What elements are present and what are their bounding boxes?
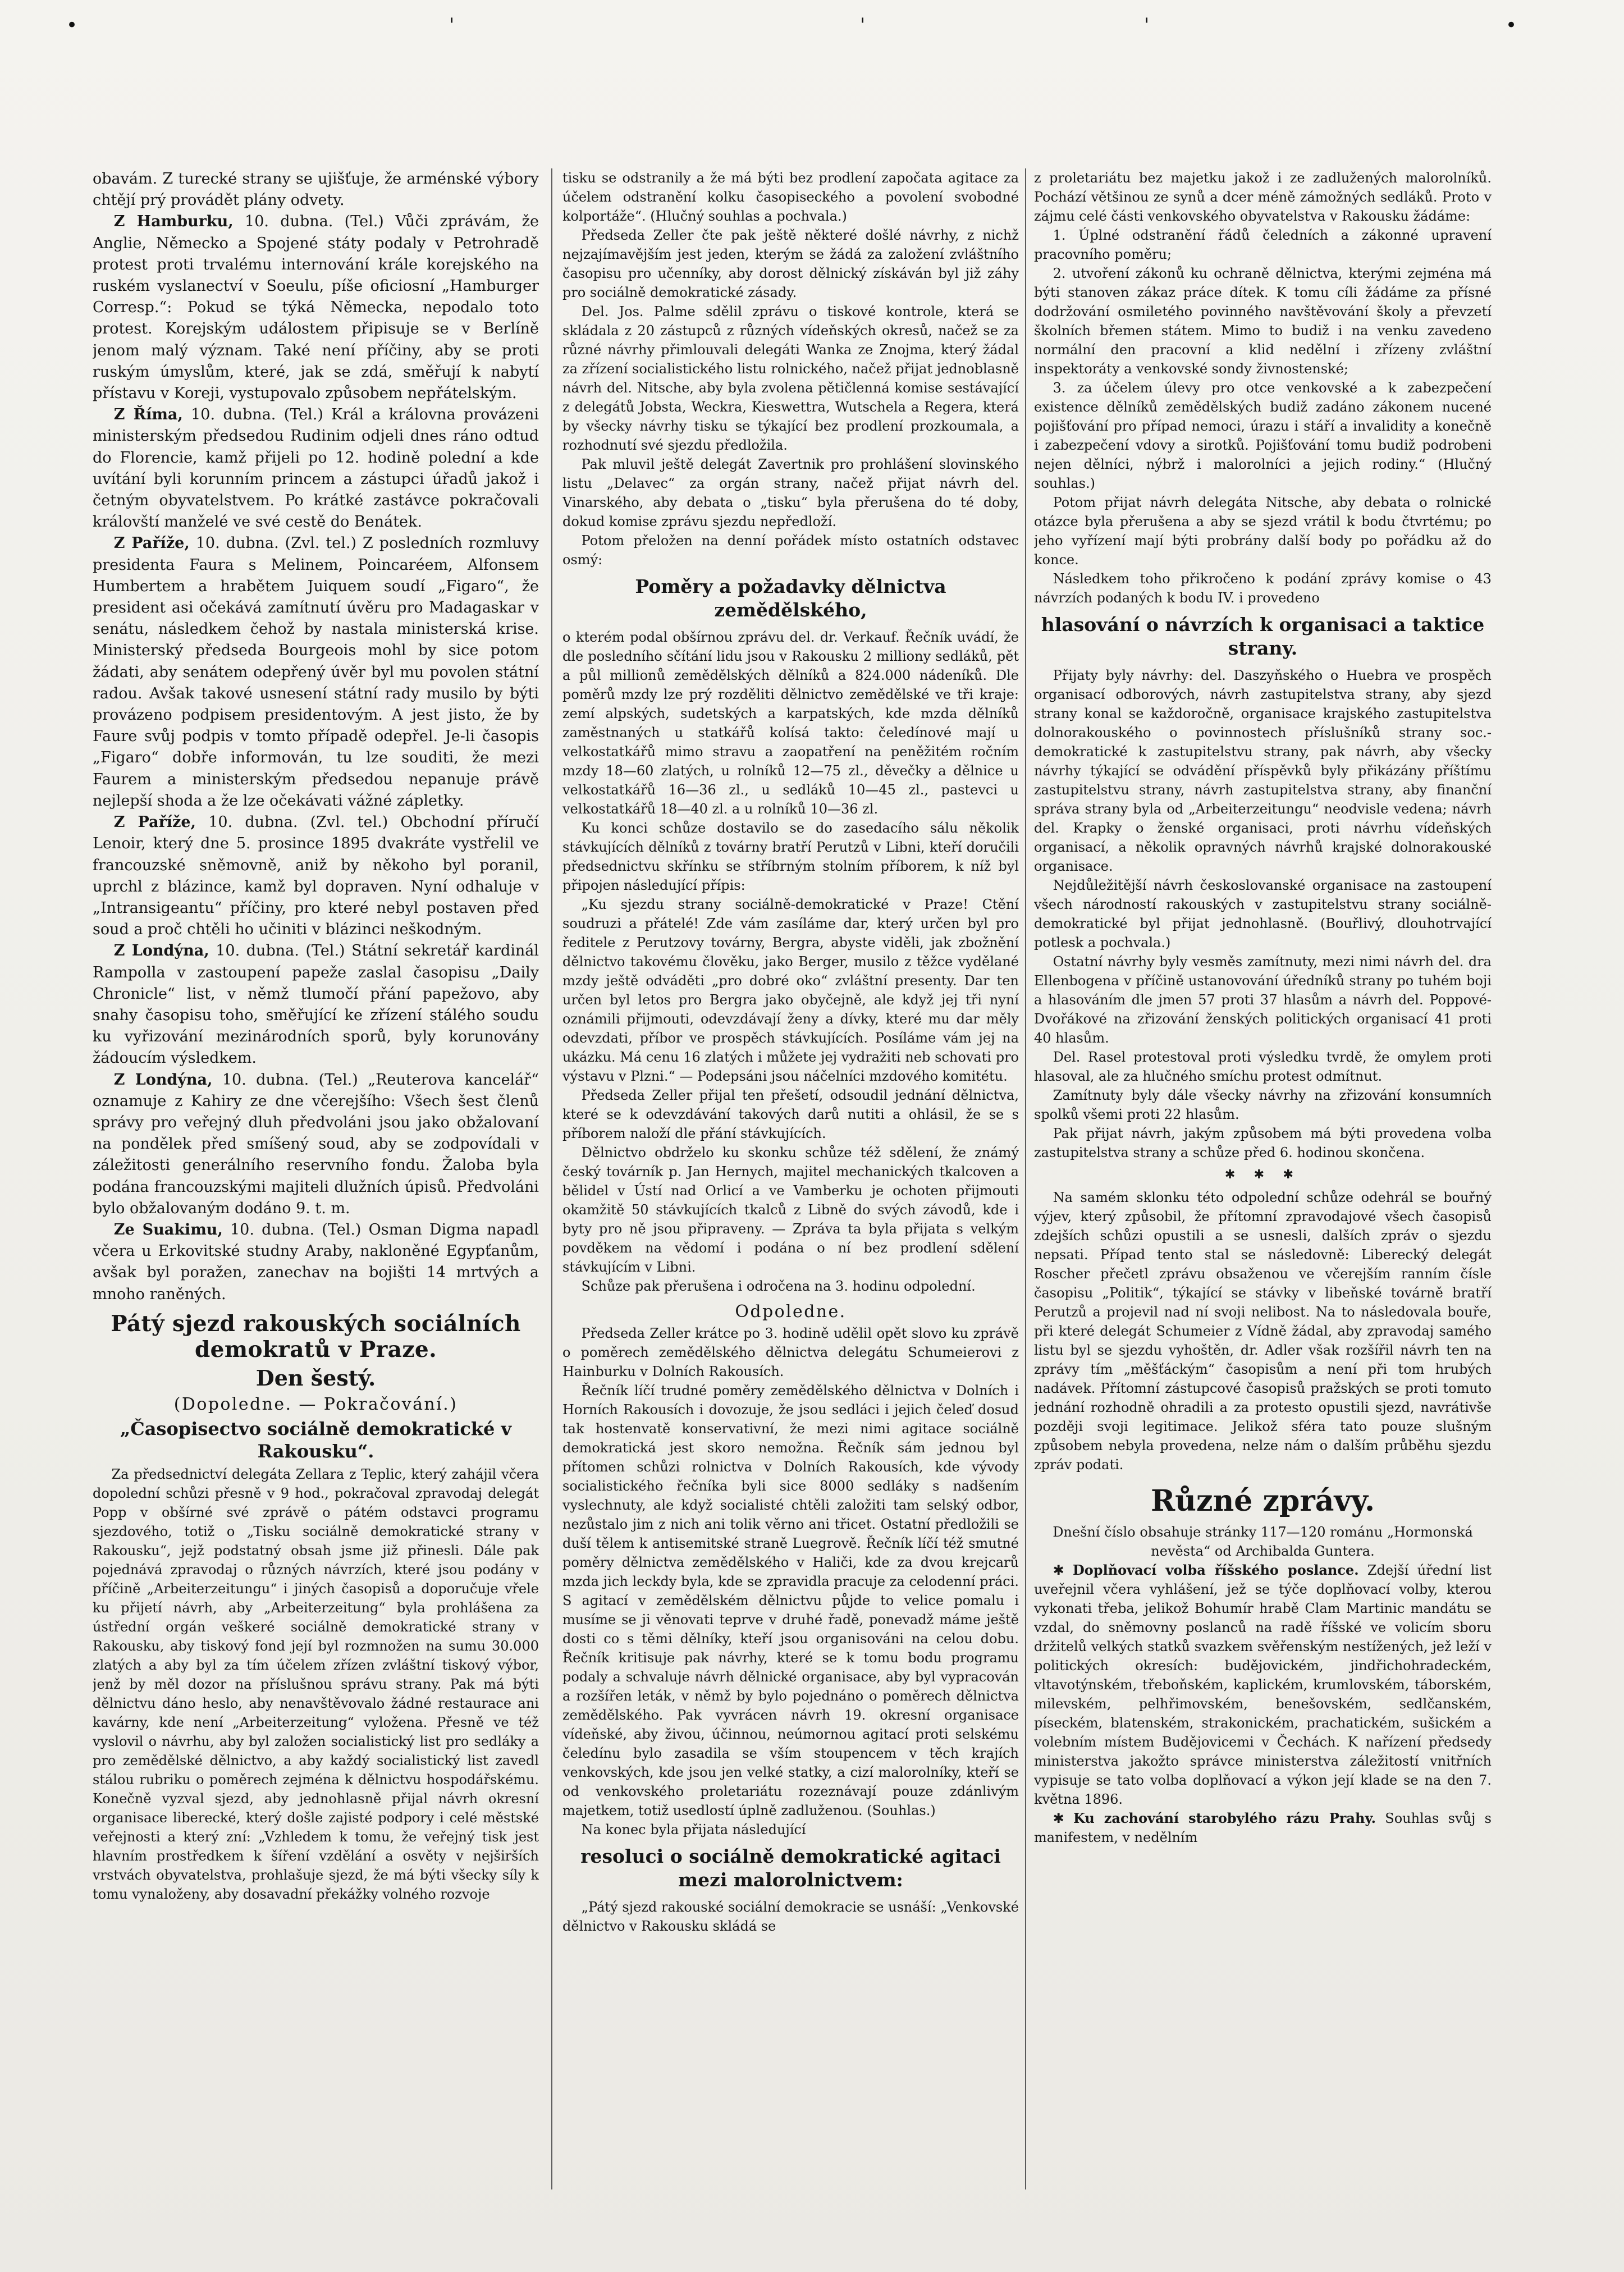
section-heading: resoluci o sociálně demokratické agitaci mezi malorolnictvem: bbox=[580, 1845, 1001, 1891]
section-heading: Poměry a požadavky dělnictva zemědělského, bbox=[635, 575, 946, 621]
paragraph: Potom přeložen na denní pořádek místo ostatních odstavec osmý: bbox=[562, 533, 1019, 568]
news-item bbox=[93, 940, 539, 1069]
bullet-star-icon: ✱ bbox=[1053, 1562, 1073, 1579]
item-heading: Doplňovací volba říšského poslance. bbox=[1072, 1562, 1359, 1579]
column-left bbox=[93, 168, 539, 2184]
dateline: Z Paříže, bbox=[113, 813, 196, 831]
binding-hole-mark: ' bbox=[449, 14, 455, 36]
section-separator: ✱ ✱ ✱ bbox=[1224, 1168, 1301, 1182]
paragraph: Dělnictvo obdrželo ku skonku schůze též sdělení, že známý český továrník p. Jan Hernych, majitel mechanických tkalcoven a bělidel v Ústí nad Orlicí a ve Vamberku je ochoten přijmouti okamžitě 50 stávkujících tkalců z Libně do svých závodů, kde i byty pro ně jsou připraveny. — Zpráva ta byla přijata s velkým povděkem na vědomí i podána o ní bez prodlení sdělení stávkujícím v Libni. bbox=[562, 1145, 1019, 1275]
binding-hole-mark: ' bbox=[1144, 14, 1150, 36]
news-item bbox=[93, 1069, 539, 1219]
list-item: 2. utvoření zákonů ku ochraně dělnictva, kterými zejména má býti stanoven zákaz práce dítek. K tomu cíli žádáme za přísné dodržování osmiletého povinného navštěvování školy a převzetí školních břemen státem. Mimo to budiž i na venku zavedeno normální den pracovní a klid nedělní i zřízeny zvláštní inspektoráty a venkovské sondy živnostenské; bbox=[1034, 266, 1492, 377]
news-text: 10. dubna. (Tel.) „Reuterova kancelář“ oznamuje z Kahiry ze dne včerejšího: Všech šest členů správy pro veřejný dluh předvoláni jsou jako obžalovaní na pondělek před smíšený soud, aby se zodpovídali v záležitosti generálního reservního fondu. Žaloba byla podána francouzskými majiteli dlužních úpisů. Předvoláni bylo obžalovaným dodáno 9. t. m. bbox=[93, 1071, 539, 1217]
paragraph: Dnešní číslo obsahuje stránky 117—120 románu „Hormonská nevěsta“ od Archibalda Guntera. bbox=[1053, 1524, 1473, 1560]
paragraph: Del. Rasel protestoval proti výsledku tvrdě, že omylem proti hlasoval, ale za hlučného smíchu protest odmítnut. bbox=[1034, 1049, 1492, 1084]
news-text: 10. dubna. (Zvl. tel.) Obchodní příručí Lenoir, který dne 5. prosince 1895 dvakráte vystřelil ve francouzské sněmovně, aniž by někoho byl poranil, uprchl z blázince, kamž byl dopraven. Nyní odhaluje v „Intransigeantu“ příčiny, pro které nebyl postaven před soud a proč chtěli ho učiniti v blázinci neškodným. bbox=[93, 813, 539, 939]
paragraph: Přijaty byly návrhy: del. Daszyňského o Huebra ve prospěch organisací odborových, návrh zastupitelstva strany, aby sjezd strany konal se každoročně, organisace krajského zastupitelstva dolnorakouského o povinnostech příslušníků strany soc.-demokratické k zastupitelstvu strany, pak návrh, aby všecky návrhy týkající se odvádění příspěvků byly přikázány příštímu zastupitelstvu strany, návrh zastupitelstva strany, aby finanční správa strany byla od „Arbeiterzeitungu“ neodvisle vedena; návrh del. Krapky o ženské organisaci, proti návrhu vídeňských organisací, a několik opravných návrhů krajské dolnorakouské organisace. bbox=[1034, 668, 1492, 874]
paragraph: Předseda Zeller krátce po 3. hodině udělil opět slovo ku zprávě o poměrech zemědělského dělnictva delegátu Schumeierovi z Hainburku v Dolních Rakousích. bbox=[562, 1325, 1019, 1379]
binding-hole-mark: • bbox=[1506, 14, 1517, 36]
dateline: Z Říma, bbox=[113, 406, 183, 424]
dateline: Z Londýna, bbox=[113, 1071, 213, 1089]
news-text: Souhlas svůj s manifestem, v nedělním bbox=[1034, 1811, 1492, 1846]
column-rule bbox=[1025, 168, 1026, 2189]
paragraph: Za předsednictví delegáta Zellara z Teplic, který zahájil včera dopolední schůzi přesně v 9 hod., pokračoval zpravodaj delegát Popp v obšírné své zprávě o pátém odstavci programu sjezdového, totiž o „Tisku sociálně demokratické strany v Rakousku“, jejž podstatný obsah jsme již přinesli. Dále pak pojednává zpravodaj o různých návrzích, které jsou podány v příčině „Arbeiterzeitungu“ i jiných časopisů a doporučuje vřele ku přijetí návrh, aby „Arbeiterzeitung“ byla prohlášena za ústřední orgán veškeré sociálně demokratické strany v Rakousku, aby tiskový fond její byl rozmnožen na sumu 30.000 zlatých a aby byl za tím účelem zřízen zvláštní tiskový výbor, jenž by měl dozor na příslušnou správu strany. Pak má býti dělnictvu dáno heslo, aby nenavštěvovalo žádné restaurace ani kavárny, kde není „Arbeiterzeitung“ vyložena. Přesně ve též vyslovil o návrhu, aby byl založen socialistický list pro sedláky a pro zemědělské dělnictvo, a aby každý socialistický list zavedl stálou rubriku o poměrech zejména k dělnictvu hospodářskému. Konečně vyzval sjezd, aby jednohlasně přijal návrh okresní organisace liberecké, který došle zajisté podpory i celé městské veřejnosti a který zní: „Vzhledem k tomu, že veřejný tisk jest hlavním prostředkem k šíření vzdělání a osvěty v nejširších vrstvách obyvatelstva, prohlašuje sjezd, že má býti všecky síly k tomu vynaloženy, aby dosavadní překážky volného rozvoje bbox=[93, 1466, 539, 1902]
article-section-title: „Časopisectvo sociálně demokratické v Rakousku“. bbox=[120, 1418, 512, 1462]
session-label: Odpoledne. bbox=[735, 1302, 847, 1322]
paragraph: Řečník líčí trudné poměry zemědělského dělnictva v Dolních i Horních Rakousích i dovozuje, že jsou sedláci i jejich čeleď dosud tak hostenvatě konservativní, že mezi nimi agitace sociálně demokratická jest skoro nemožna. Řečník sám jednou byl přítomen schůzi rolnictva v Dolních Rakousích, kde vývody socialistického řečníka byli sice 8000 sedláky s nadšením vyslechnuty, ale když socialisté chtěli založiti tam selský odbor, nezůstalo jim z nich ani tolik věrno ani třicet. Ostatní předložili se duší tělem k antisemitské straně Luegrově. Řečník líčí též smutné poměry dělnictva zemědělského v Haliči, kde za dvou krejcarů mzda jich leckdy byla, kde se zpravidla pracuje za celodenní práci. S agitací v zemědělském dělnictvu půjde to velice pomalu i musíme se ji věnovati teprve v druhé řadě, ponevadž máme ještě dosti co s těmi dělníky, kteří jsou organisováni na celou dobu. Řečník kritisuje pak návrhy, které se k tomu bodu programu podaly a schvaluje návrh dělnické organisace, aby byl vypracován a rozšířen leták, v němž by bylo pojednáno o poměrech dělnictva zemědělského. Pak vyvrácen návrh 19. okresní organisace vídeňské, aby živou, účinnou, neúmornou agitací proti selskému čeledínu bylo zasadila se vším stoupencem v těch krajích venkovských, kde jsou jen velké statky, a cizí malorolníky, kteří se od venkovského proletariátu rozeznávají pouze zdánlivým majetkem, totiž usedlostí úplně zadluženou. (Souhlas.) bbox=[562, 1383, 1019, 1818]
dateline: Z Paříže, bbox=[113, 534, 190, 552]
news-text: 10. dubna. (Zvl. tel.) Z posledních rozmluvy presidenta Faura s Melinem, Poincaréem, Alfonsem Humbertem a hrabětem Juiquem soudí „Figaro“, že president asi očekává zamítnutí úvěru pro Madagaskar v senátu, následkem čehož by nastala ministerská krise. Ministerský předseda Bourgeois mohl by sice potom žádati, aby senátem odepřený úvěr byl mu povolen státní radou. Avšak takové usnesení státní rady musilo by býti provázeno podpisem presidentovým. A jest jisto, že by Faure svůj podpis v tomto případě odepřel. Je-li časopis „Figaro“ dobře informován, tu lze souditi, že mezi Faurem a ministerským předsedou nepanuje právě nejlepší shoda a že lze očekávati vážné zápletky. bbox=[93, 534, 539, 810]
paragraph: „Pátý sjezd rakouské sociální demokracie se usnáší: „Venkovské dělnictvo v Rakousku skládá se bbox=[562, 1899, 1019, 1934]
news-text: 10. dubna. (Tel.) Státní sekretář kardinál Rampolla v zastoupení papeže zaslal časopisu „Daily Chronicle“ list, v němž tlumočí přání papežovo, aby snahy časopisu toho, směřující ke zřízení stálého soudu ku vyřizování mezinárodních sporů, byly korunovány žádoucím výsledkem. bbox=[93, 942, 539, 1067]
column-right bbox=[1034, 168, 1492, 2184]
news-item bbox=[93, 1219, 539, 1305]
news-item bbox=[93, 404, 539, 533]
paragraph: tisku se odstranily a že má býti bez prodlení započata agitace za účelem odstranění kolku časopiseckého a povolení svobodné kolportáže“. (Hlučný souhlas a pochvala.) bbox=[562, 170, 1019, 224]
binding-hole-mark: • bbox=[66, 14, 78, 36]
section-headline: Různé zprávy. bbox=[1150, 1484, 1375, 1519]
paragraph: Zamítnuty byly dále všecky návrhy na zřizování konsumních spolků všemi proti 22 hlasům. bbox=[1034, 1087, 1492, 1122]
list-item: 3. za účelem úlevy pro otce venkovské a k zabezpečení existence dělníků zemědělských budiž zadáno zákonem nucené pojišťování pro případ nemoci, úrazu i stáří a invalidity a konečně i zabezpečení vdovy a sirotků. Pojišťování tomu budiž podrobeni nejen dělníci, nýbrž i malorolníci a jejich rodiny.“ (Hlučný souhlas.) bbox=[1034, 380, 1492, 491]
paragraph: Pak mluvil ještě delegát Zavertnik pro prohlášení slovinského listu „Delavec“ za orgán strany, načež přijat návrh del. Vinarského, aby debata o „tisku“ byla přerušena do té doby, dokud komise zprávu sjezdu nepředloží. bbox=[562, 456, 1019, 529]
dateline: Z Londýna, bbox=[113, 942, 209, 960]
column-rule bbox=[551, 168, 552, 2189]
column-middle bbox=[562, 168, 1019, 2184]
paragraph: z proletariátu bez majetku jakož i ze zadlužených malorolníků. Pochází většinou ze synů a dcer méně zámožných sedláků. Proto v zájmu celé části venkovského obyvatelstva v Rakousku žádáme: bbox=[1034, 170, 1492, 224]
dateline: Z Hamburku, bbox=[113, 213, 234, 231]
news-text: 10. dubna. (Tel.) Vůči zprávám, že Anglie, Německo a Spojené státy podaly v Petrohradě protest proti trvalému internování krále korejského na ruském vyslanectví v Soeulu, píše oficiosní „Hamburger Corresp.“: Pokud se týká Německa, nepodalo toto protest. Korejským událostem připisuje se v Berlíně jenom malý význam. Také není příčiny, aby se proti ruským úmyslům, které, jak se zdá, směřují k nabytí přístavu v Koreji, vystupovalo způsobem nepřátelským. bbox=[93, 213, 539, 403]
news-text: 10. dubna. (Tel.) Král a královna provázeni ministerským předsedou Rudinim odjeli dnes ráno odtud do Florencie, kamž přijeli po 12. hodině polední a kde uvítání byli korunním princem a zástupci úřadů jakož i četným obyvatelstvem. Po krátké zastávce pokračovali královští manželé ve své cestě do Benátek. bbox=[93, 406, 539, 531]
paragraph: Nejdůležitější návrh českoslovanské organisace na zastoupení všech národností rakouských v zastupitelstvu strany sociálně-demokratické byl přijat jednohlasně. (Bouřlivý, dlouhotrvající potlesk a pochvala.) bbox=[1034, 877, 1492, 950]
item-heading: Ku zachování starobylého rázu Prahy. bbox=[1073, 1810, 1376, 1827]
news-text: Zdejší úřední list uveřejnil včera vyhlášení, jež se týče doplňovací volby, kterou vykonati třeba, jelikož Bohumír hrabě Clam Martinic mandátu se vzdal, do sněmovny poslanců na radě říšské ve volicím sboru držitelů velkých statků svazkem svěřenským nestížených, jež leží v politických okresích: budějovickém, jindřichohradeckém, vltavotýnském, třeboňském, kaplickém, krumlovském, táborském, milevském, pelhřimovském, benešovském, sedlčanském, píseckém, blatenském, strakonickém, prachatickém, sušickém a volebním místem Budějovicemi v Čechách. K nařízení předsedy ministerstva jakožto správce ministerstva záležitostí vnitřních vypisuje se tato volba doplňovací a výkon její klade se na den 7. května 1896. bbox=[1034, 1562, 1492, 1808]
paragraph: Na konec byla přijata následující bbox=[581, 1822, 806, 1837]
paragraph: obavám. Z turecké strany se ujišťuje, že arménské výbory chtějí prý provádět plány odvety. bbox=[93, 170, 539, 209]
news-item bbox=[1034, 1809, 1492, 1847]
paragraph: Předseda Zeller přijal ten přešetí, odsoudil jednání dělnictva, které se k odevzdávání takových darů nutiti a ohlásil, že se s příborem naloží dle přání stávkujících. bbox=[562, 1087, 1019, 1141]
paragraph: Předseda Zeller čte pak ještě některé došlé návrhy, z nichž nejzajímavějším jest jeden, kterým se žádá za založení zvláštního časopisu pro učenníky, aby dorost dělnický získáván byl již záhy pro sociálně demokratické zásady. bbox=[562, 227, 1019, 300]
article-session-label: (Dopoledne. — Pokračování.) bbox=[173, 1394, 458, 1414]
article-headline: Pátý sjezd rakouských sociálních demokratů v Praze. bbox=[111, 1310, 521, 1363]
paragraph: Na samém sklonku této odpolední schůze odehrál se bouřný výjev, který způsobil, že přítomní zpravodajové všech časopisů zdejších schůzi opustili a se usnesli, dalších zpráv o sjezdu nepsati. Případ tento stal se následovně: Liberecký delegát Roscher přečetl zprávu obsaženou ve včerejším ranním čísle časopisu „Politik“, týkající se stávky v libeňské továrně bratří Perutzů a projevil nad ní svoji nelibost. Na to následovala bouře, při které delegát Schumeier z Vídně žádal, aby zpravodaj samého listu byl se sjezdu vyhoštěn, dr. Adler však rozšířil návrh ten na zprávy tím „měšťáckým“ časopisům a není při tom hrubých nadávek. Přítomní zástupcové časopisů pražských se proti tomuto jednání rozhodně ohradili a za protesto opustili sjezd, navrátivše později svoji legitimace. Jelikož sféra tato pouze slušným způsobem nebyla provedena, nelze nám o dalším průběhu sjezdu zpráv podati. bbox=[1034, 1190, 1492, 1473]
paragraph: Ku konci schůze dostavilo se do zasedacího sálu několik stávkujících dělníků z továrny bratří Perutzů v Libni, kteří doručili předsednictvu skřínku se stříbrným stolním příborem, k níž byl připojen následující přípis: bbox=[562, 820, 1019, 893]
paragraph: Pak přijat návrh, jakým způsobem má býti provedena volba zastupitelstva strany a schůze před 6. hodinou skončena. bbox=[1034, 1126, 1492, 1160]
paragraph: Následkem toho přikročeno k podání zprávy komise o 43 návrzích podaných k bodu IV. i provedeno bbox=[1034, 571, 1492, 606]
binding-hole-mark: ' bbox=[860, 14, 866, 36]
paragraph: o kterém podal obšírnou zprávu del. dr. Verkauf. Řečník uvádí, že dle posledního sčítání lidu jsou v Rakousku 2 milliony sedláků, pět a půl millionů zemědělských dělníků a 824.000 nádeníků. Dle poměrů mzdy lze prý rozděliti dělnictvo zemědělské ve tři kraje: zemí alpských, sudetských a karpatských, kde mzda dělníků zaměstnaných u statkářů kolísá takto: čeledínové mají u velkostatkářů mimo stravu a zaopatření na peněžitém ročním mzdy 18—60 zlatých, u rolníků 12—75 zl., děvečky a dělnice u velkostatkářů 16—36 zl., u sedláků 10—45 zl., pastevci u velkostatkářů 18—40 zl. a u rolníků 10—36 zl. bbox=[562, 629, 1019, 817]
news-item bbox=[93, 533, 539, 812]
section-heading: hlasování o návrzích k organisaci a taktice strany. bbox=[1041, 614, 1485, 659]
quoted-letter: „Ku sjezdu strany sociálně-demokratické v Praze! Ctění soudruzi a přátelé! Zde vám zasíláme dar, který určen byl pro ředitele z Perutzovy továrny, Bergra, abyste viděli, jak zbožnění dělnictvo takovému člověku, jako Berger, musilo z těžce vydělané mzdy ještě odváděti „pro dobré oko“ zvláštní presenty. Dar ten určen byl letos pro Bergra jako obyčejně, ale když jej tři nyní oznámili přijmouti, odevzdávají ženy a dívky, které mu dar měly odevzdati, příbor ve prospěch stávkujících. Posíláme vám jej na ukázku. Má cenu 16 zlatých i můžete jej vydražiti neb schovati pro výstavu v Plzni.“ — Podepsáni jsou náčelníci mzdového komitétu. bbox=[562, 897, 1019, 1084]
news-item bbox=[93, 211, 539, 404]
news-item bbox=[93, 812, 539, 940]
bullet-star-icon: ✱ bbox=[1053, 1811, 1073, 1827]
news-text: 10. dubna. (Tel.) Osman Digma napadl včera u Erkovitské studny Araby, nakloněné Egypťanům, avšak byl poražen, zanechav na bojišti 14 mrtvých a mnoho raněných. bbox=[93, 1220, 539, 1303]
article-subheadline: Den šestý. bbox=[255, 1365, 376, 1391]
paragraph: Schůze pak přerušena i odročena na 3. hodinu odpolední. bbox=[581, 1278, 976, 1294]
paragraph: Del. Jos. Palme sdělil zprávu o tiskové kontrole, která se skládala z 20 zástupců z různých vídeňských okresů, načež se za různé návrhy přimlouvali delegáti Wanka ze Znojma, který žádal za zřízení socialistického listu rolnického, načež přijat jednoblasně návrh del. Nitsche, aby byla zvolena pětičlenná komise sestávající z delegátů Jobsta, Weckra, Kieswettra, Wutschela a Regera, která by všecky návrhy tisku se týkající bez prodlení prozkoumala, a rozhodnutí své sjezdu předložila. bbox=[562, 304, 1019, 453]
paragraph: Ostatní návrhy byly vesměs zamítnuty, mezi nimi návrh del. dra Ellenbogena v příčině ustanovování úředníků strany po tuhém boji a hlasováním dle jmen 57 proti 37 hlasům a návrh del. Poppové-Dvořákové na zřizování ženských politických organisací 41 proti 40 hlasům. bbox=[1034, 954, 1492, 1046]
paragraph: Potom přijat návrh delegáta Nitsche, aby debata o rolnické otázce byla přerušena a aby se sjezd vrátil k bodu čtvrtému; po jeho vyřízení mají býti probrány další body po pořádku až do konce. bbox=[1034, 495, 1492, 568]
news-item bbox=[1034, 1561, 1492, 1809]
list-item: 1. Úplné odstranění řádů čeledních a zákonné upravení pracovního poměru; bbox=[1034, 227, 1492, 262]
dateline: Ze Suakimu, bbox=[113, 1220, 223, 1238]
